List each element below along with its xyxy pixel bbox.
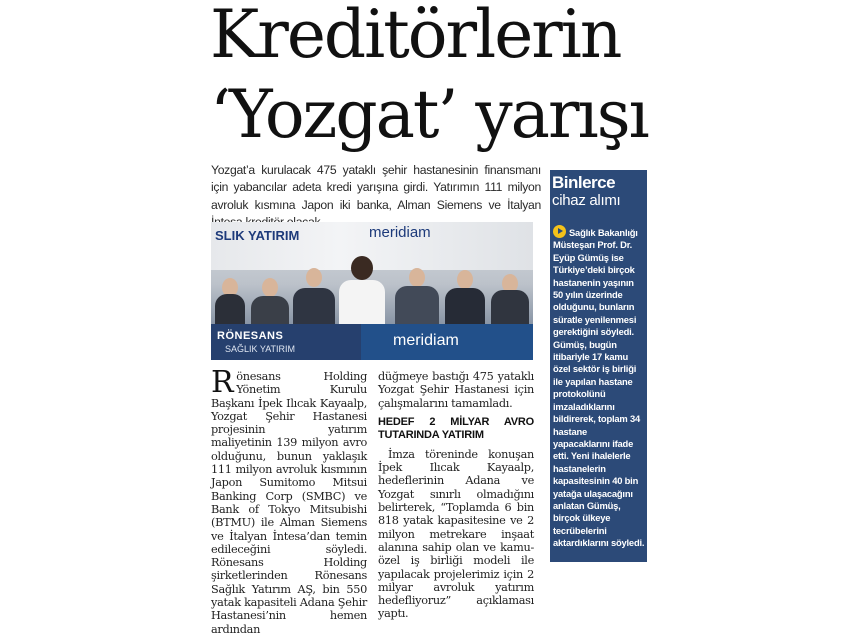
article-subheading: HEDEF 2 MİLYAR AVRO TUTARINDA YATIRIM	[378, 415, 534, 441]
sidebar-header	[552, 174, 645, 209]
sidebar-title: Binlerce	[552, 173, 616, 192]
article-column-2	[378, 370, 534, 621]
photo-sign-right-text: meridiam	[393, 332, 459, 349]
photo-sign-left-text: RÖNESANS	[217, 330, 284, 342]
photo-banner-text: SLIK YATIRIM	[215, 228, 300, 243]
headline-line-2: ‘Yozgat’ yarışı	[210, 76, 648, 153]
article-text: düğmeye bastığı 475 yataklı Yozgat Şehir Hastanesi için çalışmalarını tamamladı.	[378, 370, 534, 410]
photo-brand-top: meridiam	[369, 224, 431, 241]
article-column-1	[211, 365, 367, 636]
sidebar-text: Sağlık Bakanlığı Müsteşarı Prof. Dr. Eyüp Gümüş ise Türkiye’deki birçok hastanenin yaşının 50 yılın üzerinde olduğunu, bunların süratle yenilenmesi gerektiğini söyledi. Gümüş, bugün itibariyle 17 kamu özel sektör iş birliği ile yapılan hastane protokolünü imzaladıklarını bildirerek, toplam 34 hastane yapacaklarını ifade etti. Yeni ihalelerle hastanelerin kapasitesinin 40 bin yatağa ulaşacağını anlatan Gümüş, birçok ülkeye tecrübelerini aktardıklarını söyledi.	[553, 227, 645, 549]
article-text: İmza töreninde konuşan İpek Ilıcak Kayaalp, hedeflerinin Adana ve Yozgat sınırlı olmadığını belirterek, “Toplamda 6 bin 818 yatak kapasitesine ve 2 milyon metrekare inşaat alanına sahip olan ve kamu-özel iş birliği modeli ile yapılacak projelerimiz için 2 milyar avroluk yatırım hedefliyoruz” açıklaması yaptı.	[378, 447, 534, 621]
sidebar-body	[553, 225, 645, 550]
drop-cap: R	[211, 365, 234, 400]
lead-paragraph: Yozgat’a kurulacak 475 yataklı şehir hastanesinin finansmanı için yabancılar adeta kredi yarışına girdi. Yatırımın 111 milyon avroluk kısmına Japon iki banka, Alman Siemens ve İtalyan	[211, 163, 541, 212]
play-arrow-icon	[553, 225, 566, 238]
photo-sign-left-sub: SAĞLIK YATIRIM	[225, 344, 296, 354]
event-photo	[211, 222, 533, 360]
article-text: önesans Holding Yönetim Kurulu Başkanı İpek Ilıcak Kayaalp, Yozgat Şehir Hastanesi projesinin yatırım maliyetinin 139 milyon avro olduğunu, bunun yaklaşık 111 milyon avroluk kısmının Japon Sumitomo Mitsui Banking Corp (SMBC) ve Bank of Tokyo Mitsubishi (BTMU) ile Alman Siemens ve İtalyan İntesa’dan temin edileceğini söyledi. Rönesans Holding şirketlerinden Rönesans Sağlık Yatırım AŞ, bin 550 yatak kapasiteli Adana Şehir Hastanesi’nin hemen ardından	[211, 370, 367, 636]
sidebar-subtitle: cihaz alımı	[552, 192, 621, 209]
headline-line-1: Kreditörlerin	[210, 0, 621, 73]
